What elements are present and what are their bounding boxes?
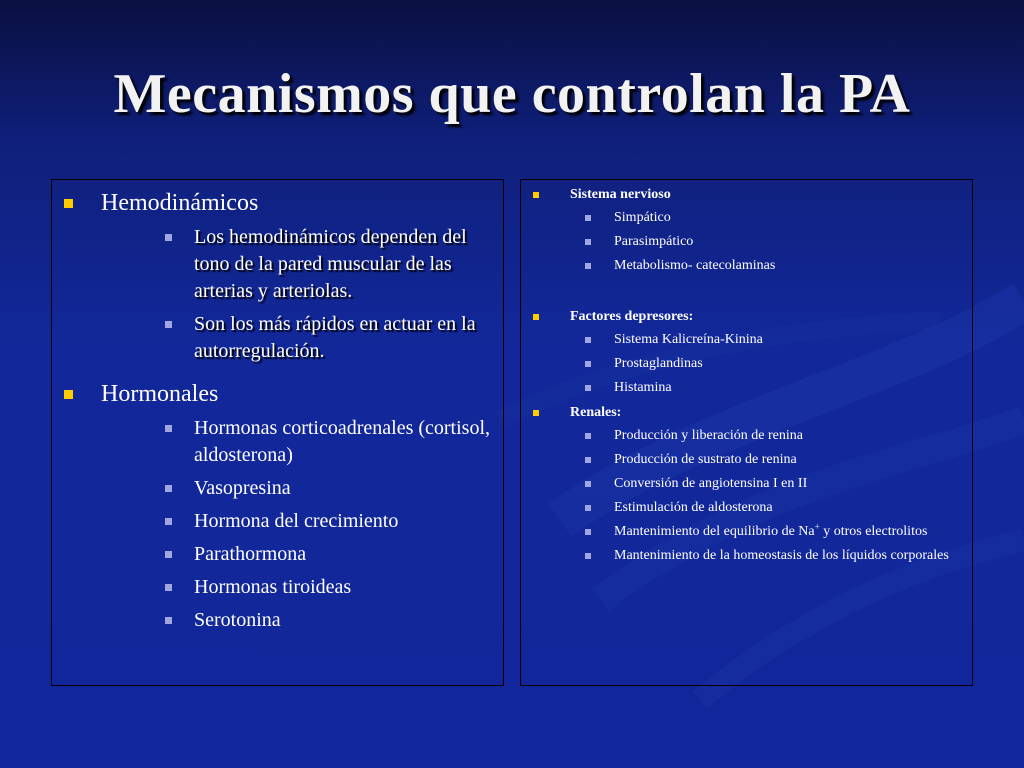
list-item-hemodinamicos bbox=[52, 188, 503, 365]
list-item-text: Parasimpático bbox=[614, 234, 694, 249]
list-item bbox=[521, 354, 972, 374]
square-bullet-icon bbox=[533, 192, 539, 198]
section-heading: Sistema nervioso bbox=[570, 187, 671, 202]
list-item bbox=[521, 450, 972, 470]
list-item-text: Histamina bbox=[614, 380, 672, 395]
section-heading: Factores depresores: bbox=[570, 309, 694, 324]
list-item bbox=[521, 208, 972, 228]
square-bullet-icon bbox=[165, 617, 172, 624]
list-item-text: Hormonas tiroideas bbox=[194, 576, 352, 598]
square-bullet-icon bbox=[585, 433, 591, 439]
list-item bbox=[101, 607, 503, 634]
square-bullet-icon bbox=[165, 584, 172, 591]
list-item bbox=[101, 574, 503, 601]
list-item bbox=[521, 546, 972, 566]
list-item bbox=[521, 330, 972, 350]
list-item bbox=[521, 378, 972, 398]
list-item-text: Prostaglandinas bbox=[614, 356, 703, 371]
list-item-text: Hormona del crecimiento bbox=[194, 510, 399, 532]
list-item bbox=[101, 311, 503, 365]
list-item-sodium-balance bbox=[521, 522, 972, 542]
list-item-factores-depresores bbox=[521, 308, 972, 326]
list-item bbox=[521, 232, 972, 252]
square-bullet-icon bbox=[585, 263, 591, 269]
list-item-text: Los hemodinámicos dependen del tono de la pared muscular de las arterias y arteriolas. bbox=[194, 226, 467, 302]
list-item-text: Estimulación de aldosterona bbox=[614, 500, 773, 515]
list-item bbox=[101, 508, 503, 535]
right-content-box bbox=[520, 179, 973, 686]
list-item-text: Simpático bbox=[614, 210, 671, 225]
list-item bbox=[521, 256, 972, 276]
list-item-text: Producción de sustrato de renina bbox=[614, 452, 797, 467]
section-heading: Hemodinámicos bbox=[101, 190, 259, 216]
section-heading: Hormonales bbox=[101, 381, 219, 407]
list-item-text-after: y otros electrolitos bbox=[819, 524, 928, 539]
superscript-plus: + bbox=[814, 521, 820, 532]
square-bullet-icon bbox=[585, 529, 591, 535]
list-item-hormonales bbox=[52, 379, 503, 634]
list-item-text: Vasopresina bbox=[194, 477, 291, 499]
list-item bbox=[101, 224, 503, 305]
list-item-text: Producción y liberación de renina bbox=[614, 428, 803, 443]
square-bullet-icon bbox=[533, 410, 539, 416]
list-item bbox=[101, 541, 503, 568]
list-item-text: Hormonas corticoadrenales (cortisol, aldosterona) bbox=[194, 417, 491, 466]
square-bullet-icon bbox=[585, 457, 591, 463]
list-item-text: Son los más rápidos en actuar en la autorregulación. bbox=[194, 313, 476, 362]
list-item-text: Serotonina bbox=[194, 609, 281, 631]
list-item-text: Metabolismo- catecolaminas bbox=[614, 258, 776, 273]
square-bullet-icon bbox=[585, 553, 591, 559]
list-item-text: Parathormona bbox=[194, 543, 307, 565]
list-item bbox=[521, 426, 972, 446]
list-item-text: Conversión de angiotensina I en II bbox=[614, 476, 808, 491]
square-bullet-icon bbox=[585, 239, 591, 245]
list-item bbox=[521, 474, 972, 494]
square-bullet-icon bbox=[165, 425, 172, 432]
square-bullet-icon bbox=[165, 321, 172, 328]
square-bullet-icon bbox=[585, 385, 591, 391]
list-item-text: Mantenimiento de la homeostasis de los líquidos corporales bbox=[614, 548, 949, 563]
square-bullet-icon bbox=[64, 390, 73, 399]
square-bullet-icon bbox=[533, 314, 539, 320]
square-bullet-icon bbox=[585, 215, 591, 221]
square-bullet-icon bbox=[64, 199, 73, 208]
square-bullet-icon bbox=[585, 481, 591, 487]
slide-title: Mecanismos que controlan la PA bbox=[113, 63, 911, 125]
spacer bbox=[521, 276, 972, 302]
list-item-text: Sistema Kalicreína-Kinina bbox=[614, 332, 763, 347]
square-bullet-icon bbox=[165, 518, 172, 525]
list-item-renales bbox=[521, 404, 972, 422]
list-item-sistema-nervioso bbox=[521, 186, 972, 204]
list-item bbox=[101, 415, 503, 469]
list-item bbox=[101, 475, 503, 502]
square-bullet-icon bbox=[585, 505, 591, 511]
square-bullet-icon bbox=[165, 234, 172, 241]
square-bullet-icon bbox=[165, 551, 172, 558]
list-item bbox=[521, 498, 972, 518]
list-item-text-before: Mantenimiento del equilibrio de Na bbox=[614, 524, 815, 539]
square-bullet-icon bbox=[585, 361, 591, 367]
square-bullet-icon bbox=[165, 485, 172, 492]
square-bullet-icon bbox=[585, 337, 591, 343]
left-content-box bbox=[51, 179, 504, 686]
section-heading: Renales: bbox=[570, 405, 622, 420]
